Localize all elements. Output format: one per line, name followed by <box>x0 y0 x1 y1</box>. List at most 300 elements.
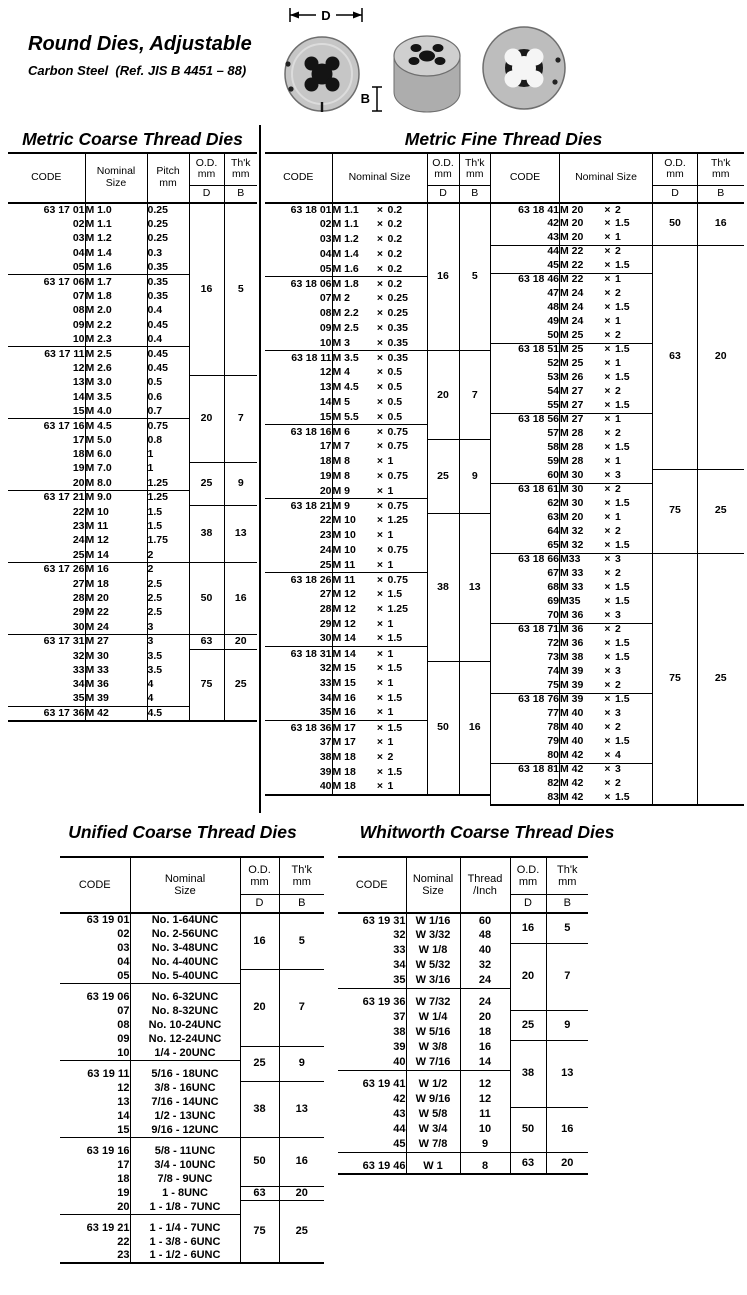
cell-code: 63 19 41 <box>362 1078 406 1091</box>
cell-pitch: 0.8 <box>147 433 189 447</box>
cell-code <box>338 1152 406 1159</box>
table-row <box>265 440 490 455</box>
cell-thk: 9 <box>459 440 490 514</box>
cell-nominal: M 5.0 <box>85 433 147 447</box>
table-row <box>60 1186 324 1200</box>
cell-nominal: M 28 × 2 <box>560 427 653 441</box>
cell-code: 63 18 31 <box>265 647 332 662</box>
cell-nominal: No. 2-56UNC <box>130 927 240 941</box>
cell-nominal: M 15 × 1.5 <box>332 662 427 677</box>
cell-nominal: No. 5-40UNC <box>130 969 240 983</box>
cell-nominal: M 1.4 <box>85 246 147 260</box>
cell-nominal: W 7/16 <box>406 1055 460 1070</box>
cell-code: 65 <box>547 539 559 551</box>
cell-code: 43 <box>393 1108 406 1121</box>
cell-nominal: M 1.1 × 0.2 <box>332 203 427 218</box>
cell-code: 32 <box>319 662 332 675</box>
cell-code: 63 18 46 <box>491 273 560 287</box>
cell-code: 10 <box>117 1046 130 1059</box>
table-row <box>338 943 588 958</box>
cell-code: 53 <box>547 371 559 384</box>
cell-nominal: M 6.0 <box>85 448 147 462</box>
cell-thk: 20 <box>279 1186 324 1200</box>
cell-code: 07 <box>117 1004 130 1017</box>
cell-pitch: 0.35 <box>147 289 189 303</box>
cell-code: 69 <box>547 595 559 608</box>
cell-od: 63 <box>510 1152 546 1174</box>
cell-code: 63 17 11 <box>8 347 85 361</box>
cell-nominal: M 39 <box>85 692 147 706</box>
cell-thk: 25 <box>698 553 744 805</box>
cell-code: 63 19 21 <box>86 1221 130 1234</box>
cell-pitch: 4 <box>147 692 189 706</box>
cell-nominal: M 1.4 × 0.2 <box>332 247 427 262</box>
table-row <box>338 1107 588 1122</box>
cell-nominal <box>130 1137 240 1144</box>
cell-nominal: W 3/16 <box>406 973 460 988</box>
cell-code: 23 <box>117 1249 130 1262</box>
cell-code: 63 17 06 <box>8 275 85 289</box>
cell-nominal: M 36 <box>85 678 147 692</box>
cell-code: 63 18 11 <box>265 351 332 366</box>
cell-nominal: M 24 × 1 <box>560 315 653 329</box>
cell-code: 63 18 06 <box>265 277 332 292</box>
cell-nominal: M 16 × 1.5 <box>332 691 427 706</box>
cell-nominal: W 1 <box>406 1159 460 1174</box>
cell-pitch: 0.35 <box>147 261 189 275</box>
cell-nominal: M 17 × 1.5 <box>332 721 427 736</box>
cell-code: 63 17 16 <box>8 419 85 433</box>
cell-code: 63 19 31 <box>362 914 406 927</box>
cell-od: 38 <box>427 514 459 662</box>
cell-nominal: W 1/8 <box>406 943 460 958</box>
cell-od: 20 <box>427 351 459 440</box>
cell-thk: 9 <box>224 462 257 505</box>
cell-nominal: M 11 × 0.75 <box>332 573 427 588</box>
col-header-nominal: Nominal Size <box>85 153 147 203</box>
cell-pitch: 1.75 <box>147 534 189 548</box>
cell-thk: 16 <box>279 1137 324 1186</box>
cell-nominal: M 39 × 3 <box>560 665 653 679</box>
cell-nominal: M 18 × 2 <box>332 750 427 765</box>
cell-nominal: M 10 × 0.75 <box>332 543 427 558</box>
cell-pitch: 0.75 <box>147 419 189 433</box>
cell-od: 50 <box>510 1107 546 1152</box>
page-title: Round Dies, Adjustable <box>28 33 252 55</box>
cell-code: 05 <box>72 260 85 273</box>
cell-thread: 40 <box>460 943 510 958</box>
table-row <box>265 351 490 366</box>
col-header-thread: Thread /Inch <box>460 857 510 913</box>
cell-nominal: M 4 × 0.5 <box>332 366 427 381</box>
cell-code: 32 <box>72 649 85 662</box>
cell-nominal: M 14 × 1.5 <box>332 632 427 647</box>
cell-od: 16 <box>189 203 224 376</box>
cell-nominal: No. 1-64UNC <box>130 913 240 927</box>
cell-code: 45 <box>393 1138 406 1151</box>
cell-nominal: No. 3-48UNC <box>130 941 240 955</box>
spacer-row <box>60 1137 324 1144</box>
cell-thread: 8 <box>460 1159 510 1174</box>
cell-code: 35 <box>72 692 85 705</box>
cell-nominal: M 3.0 <box>85 376 147 390</box>
cell-code: 34 <box>72 678 85 691</box>
col-header-code: CODE <box>8 153 85 203</box>
cell-code: 63 <box>547 511 559 524</box>
cell-code: 63 18 76 <box>491 693 560 707</box>
table-row <box>265 203 490 218</box>
cell-od: 63 <box>653 245 698 469</box>
cell-code: 20 <box>72 476 85 489</box>
cell-nominal: M 24 <box>85 620 147 634</box>
table-row <box>491 245 744 259</box>
cell-od: 20 <box>240 969 279 1046</box>
cell-thk: 7 <box>546 943 588 1010</box>
table-row <box>8 563 257 577</box>
cell-nominal: M 9 × 1 <box>332 484 427 499</box>
cell-code: 63 18 81 <box>491 763 560 777</box>
cell-nominal: M 42 × 3 <box>560 763 653 777</box>
cell-code: 54 <box>547 385 559 398</box>
table-row <box>60 1200 324 1214</box>
cell-nominal: 1 - 1/8 - 7UNC <box>130 1200 240 1214</box>
col-header-code: CODE <box>60 857 130 913</box>
cell-pitch: 0.45 <box>147 347 189 361</box>
col-header-nominal: Nominal Size <box>130 857 240 913</box>
col-subheader-d: D <box>427 185 459 203</box>
cell-code: 47 <box>547 287 559 300</box>
cell-nominal: M 2 × 0.25 <box>332 292 427 307</box>
cell-code: 27 <box>72 577 85 590</box>
cell-nominal <box>130 983 240 990</box>
cell-code: 63 19 01 <box>86 914 130 927</box>
cell-code: 19 <box>72 462 85 475</box>
table-row <box>338 913 588 928</box>
cell-nominal <box>406 1070 460 1077</box>
cell-nominal: 3/8 - 16UNC <box>130 1081 240 1095</box>
cell-code: 23 <box>72 520 85 533</box>
cell-nominal: 7/16 - 14UNC <box>130 1095 240 1109</box>
cell-nominal: M 30 <box>85 649 147 663</box>
col-subheader-d: D <box>240 894 279 913</box>
cell-code: 55 <box>547 399 559 411</box>
cell-nominal: W 3/32 <box>406 928 460 943</box>
cell-thk: 25 <box>224 649 257 721</box>
cell-nominal: M 18 <box>85 577 147 591</box>
cell-code: 63 18 41 <box>518 203 559 216</box>
cell-od: 63 <box>240 1186 279 1200</box>
cell-nominal <box>130 1060 240 1067</box>
cell-code: 10 <box>72 332 85 345</box>
cell-nominal: M 1.7 <box>85 275 147 289</box>
cell-nominal: M 2.3 <box>85 333 147 347</box>
cell-nominal: M 3 × 0.35 <box>332 336 427 351</box>
cell-nominal: M 11 <box>85 520 147 534</box>
cell-thk: 7 <box>279 969 324 1046</box>
cell-code: 04 <box>72 246 85 259</box>
table-row <box>8 635 257 649</box>
cell-nominal: M 12 <box>85 534 147 548</box>
cell-nominal: M 40 × 3 <box>560 707 653 721</box>
cell-nominal: M 24 × 1.5 <box>560 301 653 315</box>
cell-od: 16 <box>510 913 546 943</box>
cell-od: 75 <box>653 553 698 805</box>
cell-nominal: 5/8 - 11UNC <box>130 1144 240 1158</box>
cell-code: 09 <box>117 1032 130 1045</box>
cell-code: 03 <box>117 941 130 954</box>
cell-thk: 20 <box>546 1152 588 1174</box>
cell-pitch: 1.25 <box>147 491 189 505</box>
cell-nominal: M 16 × 1 <box>332 706 427 721</box>
cell-nominal: M 24 × 2 <box>560 287 653 301</box>
cell-code: 40 <box>319 780 332 793</box>
cell-pitch: 3 <box>147 620 189 634</box>
cell-pitch: 2 <box>147 548 189 562</box>
cell-pitch: 0.3 <box>147 246 189 260</box>
cell-code: 73 <box>547 651 559 664</box>
cell-nominal: M 2.6 <box>85 361 147 375</box>
die-side-view <box>394 36 460 112</box>
cell-thread: 24 <box>460 995 510 1010</box>
cell-code: 17 <box>72 433 85 446</box>
cell-nominal <box>406 988 460 995</box>
cell-nominal: M 14 <box>85 548 147 562</box>
col-header-thk: Th'k mm <box>224 153 257 185</box>
table-row <box>60 1081 324 1095</box>
cell-od: 50 <box>427 662 459 795</box>
cell-nominal: M 28 × 1 <box>560 455 653 469</box>
table-row <box>60 913 324 927</box>
cell-code: 70 <box>547 609 559 621</box>
col-header-thk: Th'k mm <box>698 153 744 185</box>
table-row <box>338 1010 588 1025</box>
cell-code: 13 <box>319 381 332 394</box>
cell-od: 20 <box>510 943 546 1010</box>
unified-title: Unified Coarse Thread Dies <box>68 822 297 842</box>
cell-pitch: 0.4 <box>147 304 189 318</box>
col-header-thk: Th'k mm <box>459 153 490 185</box>
cell-code: 80 <box>547 749 559 761</box>
col-subheader-d: D <box>653 185 698 203</box>
cell-nominal: 1/2 - 13UNC <box>130 1109 240 1123</box>
cell-code: 05 <box>117 969 130 982</box>
table-row <box>491 553 744 567</box>
cell-nominal: M 2.0 <box>85 304 147 318</box>
cell-code: 63 18 16 <box>265 425 332 440</box>
cell-thk: 9 <box>279 1046 324 1081</box>
cell-code: 02 <box>319 218 332 231</box>
cell-nominal: 1/4 - 20UNC <box>130 1046 240 1060</box>
cell-code: 29 <box>319 617 332 630</box>
cell-code: 02 <box>72 217 85 230</box>
cell-code: 18 <box>117 1172 130 1185</box>
cell-thread <box>460 1070 510 1077</box>
cell-nominal: M 8.0 <box>85 476 147 490</box>
cell-code: 34 <box>319 691 332 704</box>
cell-nominal: M 36 × 1.5 <box>560 637 653 651</box>
cell-code: 19 <box>319 469 332 482</box>
cell-nominal: M 2.5 <box>85 347 147 361</box>
cell-code: 63 18 66 <box>491 553 560 567</box>
cell-nominal: M 7.0 <box>85 462 147 476</box>
cell-code: 12 <box>117 1081 130 1094</box>
cell-code: 63 17 36 <box>8 707 85 721</box>
whitworth-table <box>338 856 588 1175</box>
cell-code: 63 19 11 <box>87 1067 130 1080</box>
cell-code: 17 <box>319 440 332 453</box>
cell-nominal: M 1.2 <box>85 232 147 246</box>
cell-code: 63 17 01 <box>43 203 85 216</box>
cell-od: 38 <box>510 1040 546 1107</box>
spacer-row <box>338 1152 588 1159</box>
cell-od: 20 <box>189 376 224 462</box>
cell-nominal: M 39 × 1.5 <box>560 693 653 707</box>
table-row <box>8 505 257 519</box>
cell-pitch: 2.5 <box>147 592 189 606</box>
cell-nominal: M 2.2 × 0.25 <box>332 307 427 322</box>
cell-code <box>60 1137 130 1144</box>
cell-thread: 11 <box>460 1107 510 1122</box>
cell-pitch: 0.7 <box>147 404 189 418</box>
metric-fine-left-table <box>265 152 490 796</box>
cell-code: 23 <box>319 529 332 542</box>
table-row <box>338 1040 588 1055</box>
cell-nominal: 7/8 - 9UNC <box>130 1172 240 1186</box>
cell-nominal: M 18 × 1.5 <box>332 765 427 780</box>
section-divider <box>259 125 261 813</box>
cell-od: 75 <box>240 1200 279 1263</box>
cell-code: 79 <box>547 735 559 748</box>
cell-code: 34 <box>393 959 406 972</box>
cell-code: 12 <box>72 361 85 374</box>
cell-code: 25 <box>72 548 85 561</box>
cell-nominal: M 36 × 2 <box>560 623 653 637</box>
cell-pitch: 1.5 <box>147 520 189 534</box>
table-row <box>491 203 744 217</box>
cell-nominal: M 18 × 1 <box>332 780 427 795</box>
cell-code: 32 <box>393 929 406 942</box>
cell-nominal: M 12 × 1.5 <box>332 588 427 603</box>
cell-nominal: M 1.8 <box>85 289 147 303</box>
cell-pitch: 3.5 <box>147 664 189 678</box>
cell-pitch: 0.5 <box>147 376 189 390</box>
cell-code: 45 <box>547 259 559 271</box>
cell-pitch: 3 <box>147 635 189 649</box>
cell-code: 43 <box>547 231 559 243</box>
cell-nominal: 1 - 8UNC <box>130 1186 240 1200</box>
cell-code: 30 <box>72 620 85 633</box>
cell-code: 60 <box>547 469 559 481</box>
cell-nominal: M 3.5 <box>85 390 147 404</box>
cell-nominal: M 25 × 1 <box>560 357 653 371</box>
cell-nominal: M 20 × 1.5 <box>560 217 653 231</box>
cell-code: 83 <box>547 791 559 803</box>
cell-pitch: 2 <box>147 563 189 577</box>
col-header-code: CODE <box>338 857 406 913</box>
cell-thread: 12 <box>460 1077 510 1092</box>
cell-nominal: M 30 × 2 <box>560 483 653 497</box>
cell-code: 57 <box>547 427 559 440</box>
cell-code: 08 <box>72 304 85 317</box>
cell-code: 38 <box>393 1026 406 1039</box>
col-header-od: O.D. mm <box>510 857 546 894</box>
cell-code: 10 <box>319 336 332 349</box>
cell-thk: 16 <box>546 1107 588 1152</box>
cell-code: 63 18 51 <box>491 343 560 357</box>
cell-code: 15 <box>117 1123 130 1136</box>
cell-code: 63 19 16 <box>86 1144 130 1157</box>
cell-code: 17 <box>117 1158 130 1171</box>
cell-thk: 13 <box>279 1081 324 1137</box>
cell-code: 14 <box>117 1109 130 1122</box>
round-dies-photo <box>270 4 570 124</box>
cell-thread: 12 <box>460 1092 510 1107</box>
cell-code: 13 <box>117 1095 130 1108</box>
cell-code: 08 <box>117 1018 130 1031</box>
cell-nominal: W 5/16 <box>406 1025 460 1040</box>
cell-nominal: 5/16 - 18UNC <box>130 1067 240 1081</box>
cell-pitch: 0.6 <box>147 390 189 404</box>
cell-od: 25 <box>240 1046 279 1081</box>
dimension-b-label: B <box>360 91 370 106</box>
cell-nominal: M 12 × 1.25 <box>332 603 427 618</box>
cell-code: 02 <box>117 927 130 940</box>
col-header-thk: Th'k mm <box>546 857 588 894</box>
cell-pitch: 0.4 <box>147 333 189 347</box>
cell-code: 64 <box>547 525 559 538</box>
cell-code: 18 <box>319 455 332 468</box>
cell-code: 24 <box>319 543 332 556</box>
cell-od: 25 <box>427 440 459 514</box>
cell-nominal: M 26 × 1.5 <box>560 371 653 385</box>
cell-nominal: 9/16 - 12UNC <box>130 1123 240 1137</box>
cell-nominal: M 16 <box>85 563 147 577</box>
cell-code: 62 <box>547 497 559 510</box>
cell-nominal: No. 4-40UNC <box>130 955 240 969</box>
cell-code: 14 <box>72 390 85 403</box>
cell-code: 63 18 36 <box>265 721 332 736</box>
cell-thk: 16 <box>698 203 744 245</box>
cell-nominal: No. 10-24UNC <box>130 1018 240 1032</box>
cell-nominal: M 42 × 2 <box>560 777 653 791</box>
cell-nominal: W 1/16 <box>406 913 460 928</box>
cell-thread: 48 <box>460 928 510 943</box>
cell-thread: 18 <box>460 1025 510 1040</box>
col-subheader-b: B <box>698 185 744 203</box>
cell-thk: 5 <box>459 203 490 351</box>
cell-nominal: M 8 × 1 <box>332 455 427 470</box>
cell-code: 22 <box>72 505 85 518</box>
cell-od: 75 <box>189 649 224 721</box>
table-row <box>8 203 257 217</box>
col-header-nominal: Nominal Size <box>406 857 460 913</box>
cell-code: 38 <box>319 751 332 764</box>
cell-od: 50 <box>653 203 698 245</box>
cell-code: 37 <box>393 1011 406 1024</box>
cell-code: 63 19 06 <box>86 990 130 1003</box>
cell-thk: 5 <box>224 203 257 376</box>
cell-nominal: M 20 × 1 <box>560 511 653 525</box>
cell-thread: 16 <box>460 1040 510 1055</box>
cell-nominal: M 12 × 1 <box>332 617 427 632</box>
cell-code: 05 <box>319 262 332 275</box>
cell-code: 18 <box>72 448 85 461</box>
cell-code: 04 <box>319 248 332 261</box>
cell-code: 63 17 31 <box>8 635 85 649</box>
cell-code: 82 <box>547 777 559 790</box>
cell-code: 37 <box>319 736 332 749</box>
cell-nominal: M 27 <box>85 635 147 649</box>
